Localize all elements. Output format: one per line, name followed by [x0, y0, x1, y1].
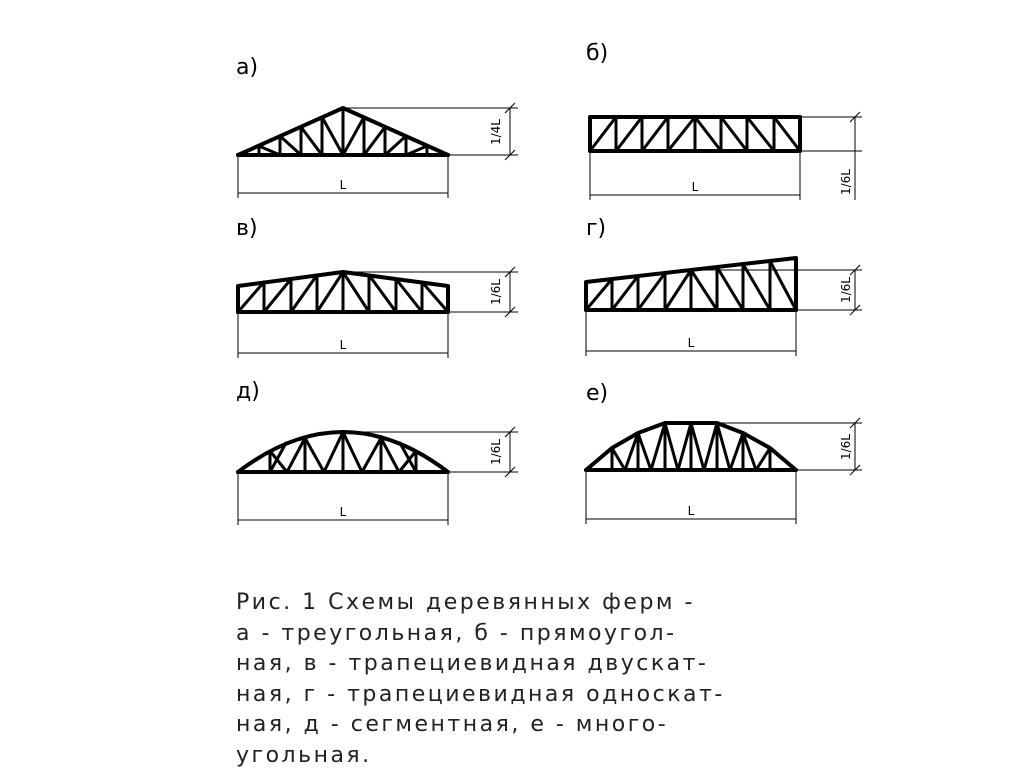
truss-e-span-label: L	[688, 504, 695, 518]
truss-b-body	[590, 117, 800, 151]
truss-b-span-label: L	[692, 180, 699, 194]
caption-line: Рис. 1 Схемы деревянных ферм -	[236, 588, 796, 619]
truss-e-label: е)	[586, 381, 608, 406]
truss-a-body	[238, 108, 448, 155]
figure-caption	[236, 588, 796, 771]
truss-e-body	[586, 423, 796, 470]
truss-g-body	[586, 258, 796, 310]
truss-g-height-label: 1/6L	[839, 277, 853, 303]
truss-v-span-label: L	[340, 338, 347, 352]
truss-b-height-label: 1/6L	[839, 169, 853, 195]
caption-line: угольная.	[236, 741, 796, 771]
truss-v-label: в)	[236, 216, 258, 241]
truss-d-body	[238, 432, 448, 472]
truss-b-label: б)	[586, 41, 608, 66]
truss-d-height-label: 1/6L	[489, 439, 503, 465]
truss-a-span-label: L	[340, 178, 347, 192]
truss-g-span-label: L	[688, 336, 695, 350]
truss-g-trapezoidal-single	[586, 216, 862, 356]
truss-g-label: г)	[586, 216, 606, 241]
caption-line: ная, в - трапециевидная двускат-	[236, 649, 796, 680]
truss-v-trapezoidal-double	[236, 216, 518, 358]
caption-line: а - треугольная, б - прямоугол-	[236, 619, 796, 650]
truss-a-label: а)	[236, 55, 258, 80]
truss-a-height-label: 1/4L	[489, 119, 503, 145]
truss-e-polygonal	[586, 381, 862, 524]
caption-line: ная, д - сегментная, е - много-	[236, 710, 796, 741]
truss-d-segmental	[236, 379, 518, 525]
truss-v-height-label: 1/6L	[489, 279, 503, 305]
truss-e-height-label: 1/6L	[839, 434, 853, 460]
truss-b-rectangular	[586, 41, 862, 200]
truss-a-triangular	[236, 55, 518, 198]
caption-line: ная, г - трапециевидная односкат-	[236, 680, 796, 711]
truss-d-label: д)	[236, 379, 260, 404]
truss-v-body	[238, 272, 448, 312]
truss-d-span-label: L	[340, 505, 347, 519]
